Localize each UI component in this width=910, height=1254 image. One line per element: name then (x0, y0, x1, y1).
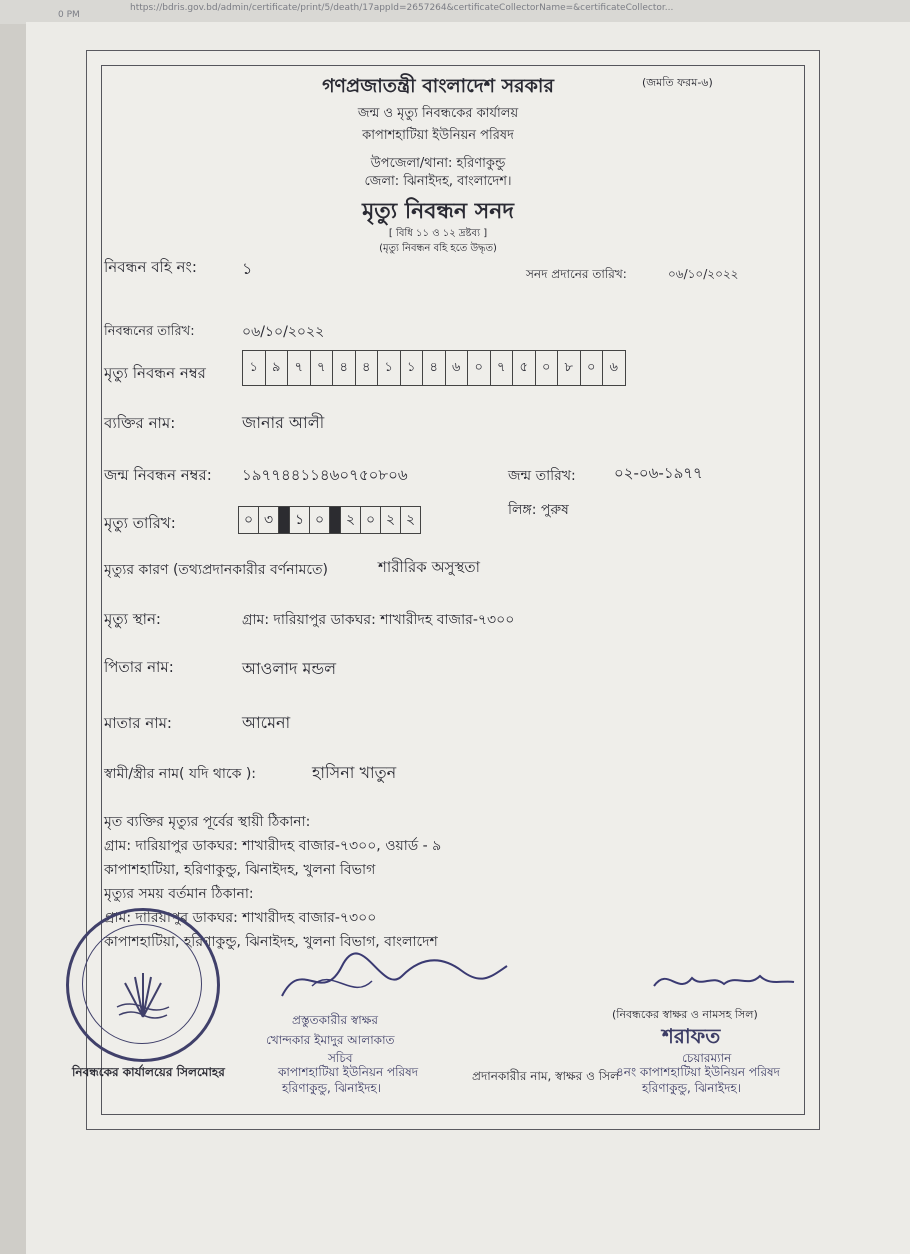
office-name: জন্ম ও মৃত্যু নিবন্ধকের কার্যালয় (357, 106, 519, 121)
death-reg-digit: ১ (243, 351, 266, 385)
issue-date-value: ০৬/১০/২০২২ (668, 267, 739, 281)
father-value: আওলাদ মন্ডল (242, 659, 337, 678)
certificate-border (72, 65, 805, 1115)
date-separator (279, 507, 290, 533)
birth-date-label: জন্ম তারিখ: (508, 468, 576, 484)
chairman-title: চেয়ারম্যান (682, 1051, 732, 1065)
place-value: গ্রাম: দারিয়াপুর ডাকঘর: শাখারীদহ বাজার-৭৩০০ (242, 612, 515, 628)
union-parishad-seal (66, 908, 220, 1062)
death-date-digit: ০ (239, 507, 259, 533)
government-title: গণপ্রজাতন্ত্রী বাংলাদেশ সরকার (322, 75, 554, 97)
reg-date-value: ০৬/১০/২০২২ (242, 324, 325, 340)
death-reg-digit: ১ (401, 351, 424, 385)
mother-value: আমেনা (242, 713, 291, 732)
current-address-line1: গ্রাম: দারিয়াপুর ডাকঘর: শাখারীদহ বাজার-৭৩০০ (104, 910, 377, 926)
place-label: মৃত্যু স্থান: (104, 610, 161, 628)
father-label: পিতার নাম: (104, 658, 174, 676)
name-value: জানার আলী (242, 413, 325, 432)
rule-reference: [ বিধি ১১ ও ১২ দ্রষ্টব্য ] (388, 228, 488, 239)
registrar-signature-label: (নিবন্ধকের স্বাক্ষর ও নামসহ সিল) (612, 1008, 758, 1021)
browser-print-header (0, 0, 910, 24)
secretary-office: কাপাশহাটিয়া ইউনিয়ন পরিষদ (278, 1065, 419, 1079)
death-reg-no-label: মৃত্যু নিবন্ধন নম্বর (104, 364, 206, 382)
name-label: ব্যক্তির নাম: (104, 414, 176, 432)
death-reg-digit: ০ (468, 351, 491, 385)
birth-reg-value: ১৯৭৭৪৪১১৪৬০৭৫০৮০৬ (242, 466, 408, 484)
death-reg-digit: ০ (581, 351, 604, 385)
death-reg-digit: ৭ (288, 351, 311, 385)
spouse-value: হাসিনা খাতুন (312, 763, 397, 782)
date-separator (330, 507, 341, 533)
chairman-name: শরাফত (662, 1024, 721, 1048)
cause-value: শারীরিক অসুস্থতা (378, 558, 481, 576)
death-date-digit: ৩ (259, 507, 279, 533)
paper-sheet (26, 22, 910, 1254)
preparer-signature-label: প্রস্তুতকারীর স্বাক্ষর (292, 1013, 379, 1027)
certificate-page (72, 50, 820, 1130)
permanent-address-line2: কাপাশহাটিয়া, হরিণাকুন্ডু, ঝিনাইদহ, খুলনা বিভাগ (104, 862, 376, 878)
sex-value: লিঙ্গ: পুরুষ (508, 502, 569, 518)
birth-reg-label: জন্ম নিবন্ধন নম্বর: (104, 466, 212, 484)
seal-emblem-icon (69, 911, 217, 1059)
print-time: 0 PM (58, 10, 80, 20)
death-reg-digit: ৪ (356, 351, 379, 385)
death-date-digit: ২ (381, 507, 401, 533)
death-reg-digit: ৭ (491, 351, 514, 385)
death-reg-digit: ০ (536, 351, 559, 385)
chairman-place: হরিণাকুন্ডু, ঝিনাইদহ। (642, 1081, 741, 1095)
spouse-label: স্বামী/স্ত্রীর নাম( যদি থাকে ): (104, 766, 257, 782)
book-no-label: নিবন্ধন বহি নং: (104, 258, 197, 276)
union-parishad: কাপাশহাটিয়া ইউনিয়ন পরিষদ (362, 128, 514, 143)
death-date-label: মৃত্যু তারিখ: (104, 514, 176, 532)
secretary-name: খোন্দকার ইমাদুর আলাকাত (266, 1033, 395, 1047)
book-no-value: ১ (242, 259, 253, 278)
district: জেলা: ঝিনাইদহ, বাংলাদেশ। (364, 174, 512, 189)
secretary-place: হরিণাকুন্ডু, ঝিনাইদহ। (282, 1081, 381, 1095)
death-date-digit: ০ (361, 507, 381, 533)
birth-date-value: ০২-০৬-১৯৭৭ (614, 464, 703, 482)
permanent-address-label: মৃত ব্যক্তির মৃত্যুর পূর্বের স্থায়ী ঠিকানা: (104, 814, 311, 830)
death-reg-no-grid (242, 350, 626, 386)
death-reg-digit: ১ (378, 351, 401, 385)
death-reg-digit: ৫ (513, 351, 536, 385)
preparer-signature-icon (272, 946, 512, 1016)
cause-label: মৃত্যুর কারণ (তথ্যপ্রদানকারীর বর্ণনামতে) (104, 562, 329, 578)
death-reg-digit: ৪ (333, 351, 356, 385)
current-address-line2: কাপাশহাটিয়া, হরিণাকুন্ডু, ঝিনাইদহ, খুলনা বিভাগ, বাংলাদেশ (104, 934, 438, 950)
upazila: উপজেলা/থানা: হরিণাকুন্ডু (370, 156, 506, 171)
death-reg-digit: ৭ (311, 351, 334, 385)
chairman-office: ৪নং কাপাশহাটিয়া ইউনিয়ন পরিষদ (616, 1065, 780, 1079)
death-reg-digit: ৬ (609, 359, 618, 375)
death-reg-digit: ৮ (558, 351, 581, 385)
issue-date-label: সনদ প্রদানের তারিখ: (526, 267, 627, 281)
registrar-office-seal-caption: নিবন্ধকের কার্যালয়ের সিলমোহর (72, 1065, 225, 1079)
death-date-grid (238, 506, 421, 534)
death-reg-digit: ৯ (266, 351, 289, 385)
death-date-digit: ২ (341, 507, 361, 533)
death-reg-digit: ৬ (446, 351, 469, 385)
permanent-address-line1: গ্রাম: দারিয়াপুর ডাকঘর: শাখারীদহ বাজার-৭৩০০, ওয়ার্ড - ৯ (104, 838, 442, 854)
certificate-title: মৃত্যু নিবন্ধন সনদ (362, 199, 514, 224)
print-url: https://bdris.gov.bd/admin/certificate/print/5/death/17appId=2657264&certificateCollectorName=&certificateCollector... (130, 3, 674, 13)
death-reg-digit: ৪ (423, 351, 446, 385)
death-date-digit: ০ (310, 507, 330, 533)
form-number: (জমতি ফরম-৬) (642, 76, 713, 89)
death-date-digit: ১ (290, 507, 310, 533)
registrar-signature-icon (648, 962, 798, 1002)
current-address-label: মৃত্যুর সময় বর্তমান ঠিকানা: (104, 886, 254, 902)
death-date-digit: ২ (405, 512, 416, 528)
issuer-caption: প্রদানকারীর নাম, স্বাক্ষর ও সিল (472, 1069, 620, 1083)
mother-label: মাতার নাম: (104, 714, 172, 732)
extract-note: (মৃত্যু নিবন্ধন বহি হতে উদ্ধৃত) (379, 243, 497, 254)
reg-date-label: নিবন্ধনের তারিখ: (104, 324, 195, 339)
secretary-title: সচিব (328, 1051, 353, 1065)
